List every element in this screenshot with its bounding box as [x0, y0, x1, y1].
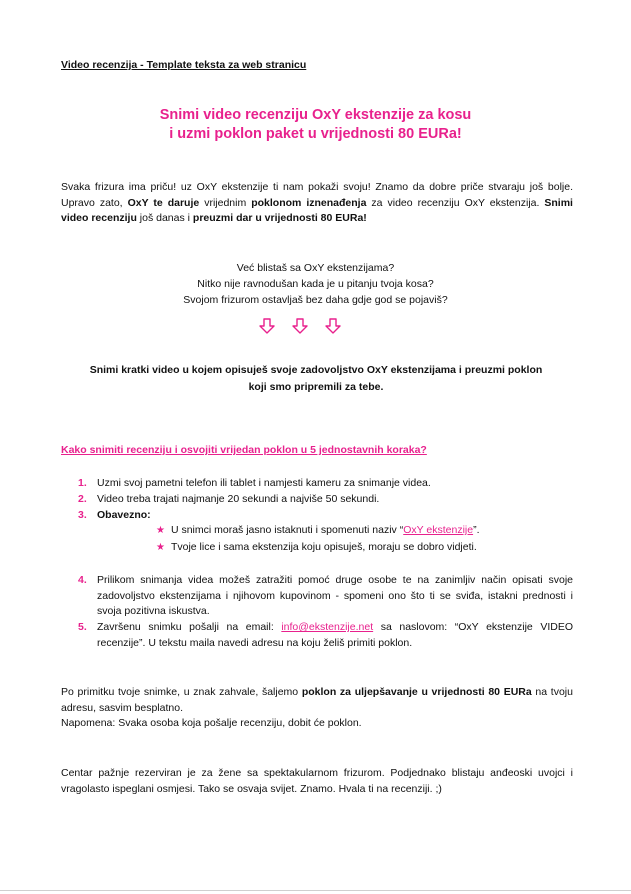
outro-line: [61, 685, 573, 716]
sub-text: Tvoje lice i sama ekstenzija koju opisuješ, moraju se dobro vidjeti.: [170, 541, 477, 553]
step-text-part: Završenu snimku pošalji na email:: [97, 621, 282, 633]
intro-bold: Snimi video recenziju: [61, 196, 573, 224]
step-number: 3.: [78, 509, 87, 521]
brand-link[interactable]: OxY ekstenzije: [403, 524, 474, 536]
outro-text: Po primitku tvoje snimke, u znak zahvale, šaljemo: [61, 686, 302, 698]
headline-line-1: Snimi video recenziju OxY ekstenzije za kosu: [159, 107, 472, 123]
step-text-part: sa naslovom: “OxY ekstenzije VIDEO recenzije”. U tekstu maila navedi adresu na koju želiš primiti poklon.: [97, 621, 573, 649]
down-arrows: [0, 318, 631, 337]
step-3: [78, 508, 573, 524]
step-number: 5.: [78, 621, 87, 633]
question-line: Svojom frizurom ostavljaš bez daha gdje god se pojaviš?: [183, 294, 448, 306]
intro-text: još danas i: [136, 212, 193, 224]
call-to-action: [55, 362, 577, 396]
step-3-sub-2: [156, 540, 576, 555]
step-text: Video treba trajati najmanje 20 sekundi a najviše 50 sekundi.: [97, 493, 380, 505]
intro-bold: preuzmi dar u vrijednosti 80 EURa!: [192, 212, 367, 224]
cta-line-2: koji smo pripremili za tebe.: [248, 381, 384, 393]
intro-text: vrijednim: [199, 196, 252, 209]
headline-line-2: i uzmi poklon paket u vrijednosti 80 EURa!: [169, 126, 462, 142]
star-icon: ★: [156, 525, 165, 536]
question-line: Već blistaš sa OxY ekstenzijama?: [236, 262, 395, 274]
step-2: [78, 492, 573, 508]
document-title: Video recenzija - Template teksta za web stranicu: [61, 59, 307, 71]
step-text: Obavezno:: [97, 509, 151, 521]
step-number: 2.: [78, 493, 87, 505]
intro-text: Svaka frizura ima priču! uz OxY ekstenzije ti nam pokaži svoju! Znamo da dobre priče stvaraju još bolje. Upravo zato,: [61, 181, 573, 209]
intro-bold: OxY te daruje: [127, 196, 200, 209]
page-divider: [0, 890, 631, 891]
closing-paragraph: Centar pažnje rezerviran je za žene sa spektakularnom frizurom. Podjednako blistaju anđeoski uvojci i vragolasto ispeglani osmjesi. Tako se osvaja svijet. Znamo. Hvala ti na recenziji. ;): [61, 767, 573, 795]
step-text: Uzmi svoj pametni telefon ili tablet i namjesti kameru za snimanje videa.: [97, 477, 431, 489]
outro-text: na tvoju adresu, sasvim besplatno.: [61, 686, 573, 714]
sub-text: U snimci moraš jasno istaknuti i spomenuti naziv “: [170, 524, 404, 536]
intro-bold: poklonom iznenađenja: [251, 196, 367, 209]
step-number: 4.: [78, 574, 87, 586]
intro-paragraph: [61, 180, 573, 227]
step-text: Prilikom snimanja videa možeš zatražiti pomoć druge osobe te na zanimljiv način opisati svoje zadovoljstvo ekstenzijama i njihovom kupovinom - spomeni ono što ti se sviđa, istakni prednosti i svoja pozitivna iskustva.: [97, 574, 573, 617]
headline: [0, 106, 631, 144]
sub-text: ”.: [473, 524, 480, 536]
intro-text: za video recenziju OxY ekstenzija.: [366, 196, 545, 209]
step-1: [78, 476, 573, 492]
step-4: [78, 573, 573, 620]
outro-note: Napomena: Svaka osoba koja pošalje recenziju, dobit će poklon.: [61, 717, 362, 729]
questions-block: [0, 260, 631, 308]
cta-line-1: Snimi kratki video u kojem opisuješ svoje zadovoljstvo OxY ekstenzijama i preuzmi poklon: [89, 364, 543, 376]
step-number: 1.: [78, 477, 87, 489]
step-3-sub-1: [156, 523, 576, 538]
outro-paragraph: [61, 685, 573, 732]
steps-heading: Kako snimiti recenziju i osvojiti vrijedan poklon u 5 jednostavnih koraka?: [61, 444, 427, 456]
step-5: [78, 620, 573, 651]
star-icon: ★: [156, 542, 165, 553]
question-line: Nitko nije ravnodušan kada je u pitanju tvoja kosa?: [197, 278, 434, 290]
outro-bold: poklon za uljepšavanje u vrijednosti 80 EURa: [301, 686, 532, 698]
down-arrow-outline-icon: [256, 318, 376, 334]
email-link[interactable]: info@ekstenzije.net: [281, 621, 374, 633]
step-text: [97, 620, 573, 651]
